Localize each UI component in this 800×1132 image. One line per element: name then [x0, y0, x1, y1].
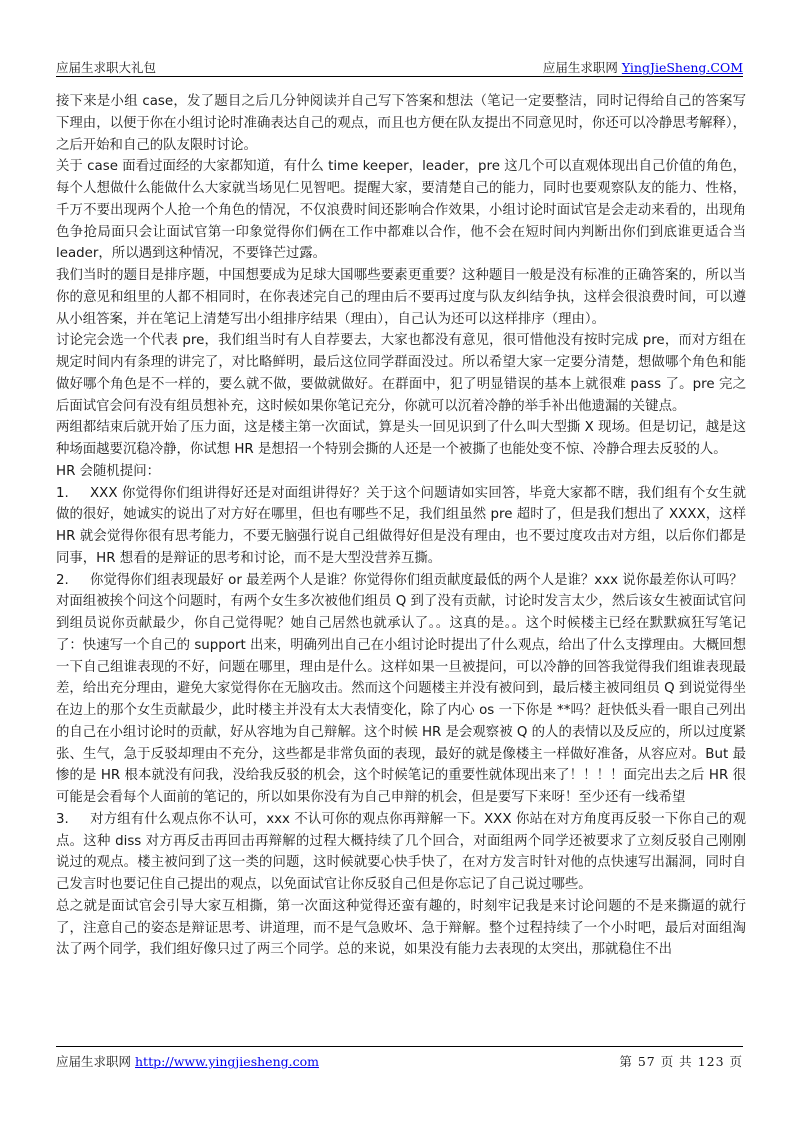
list-item-text: 对方组有什么观点你不认可，xxx 不认可你的观点你再辩解一下。XXX 你站在对方角度再反驳一下你自己的观点。这种 diss 对方再反击再回击再辩解的过程大概持续了几个回合，对面组两个同学还被要求了立刻反驳自己刚刚说过的观点。楼主被问到了这一类的问题，这时候就要心快手快了，在对方发言时针对他的点快速写出漏洞，同时自己发言时也要记住自己提出的观点，以免面试官让你反驳自己但是你忘记了自己说过哪些。 — [56, 811, 746, 892]
page-header — [56, 58, 743, 76]
header-divider — [56, 76, 743, 77]
list-item — [56, 809, 746, 896]
paragraph: 总之就是面试官会引导大家互相撕，第一次面这种觉得还蛮有趣的，时刻牢记我是来讨论问题的不是来撕逼的就行了，注意自己的姿态是辩证思考、讲道理，而不是气急败坏、急于辩解。整个过程持续了一个小时吧，最后对面组淘汰了两个同学，我们组好像只过了两三个同学。总的来说，如果没有能力去表现的太突出，那就稳住不出 — [56, 898, 746, 958]
paragraph: 关于 case 面看过面经的大家都知道，有什么 time keeper，leader，pre 这几个可以直观体现出自己价值的角色，每个人想做什么能做什么大家就当场见仁见智吧。提醒大家，要清楚自己的能力，同时也要观察队友的能力、性格，千万不要出现两个人抢一个角色的情况，不仅浪费时间还影响合作效果，小组讨论时面试官是会走动来看的，出现角色争抢局面只会让面试官第一印象觉得你们俩在工作中都难以合作，他不会在短时间内判断出你们到底谁更适合当 leader，所以遇到这种情况，不要锋芒过露。 — [56, 159, 746, 262]
page-number: 第 57 页 共 123 页 — [619, 1054, 743, 1069]
page-footer — [56, 1052, 743, 1070]
list-item — [56, 483, 746, 570]
document-body — [56, 91, 746, 961]
paragraph: 我们当时的题目是排序题，中国想要成为足球大国哪些要素更重要？这种题目一般是没有标准的正确答案的，所以当你的意见和组里的人都不相同时，在你表述完自己的理由后不要再过度与队友纠结争执，这样会很浪费时间，可以遵从小组答案，并在笔记上清楚写出小组排序结果（理由），自己认为还可以这样排序（理由）。 — [56, 268, 746, 327]
header-site — [543, 58, 743, 76]
header-title: 应届生求职大礼包 — [56, 60, 157, 75]
paragraph: HR 会随机提问： — [56, 463, 160, 479]
list-item — [56, 570, 746, 592]
header-site-link[interactable]: YingJieSheng.COM — [621, 60, 743, 75]
footer-site-link[interactable]: http://www.yingjiesheng.com — [135, 1054, 319, 1069]
list-item-text: 你觉得你们组表现最好 or 最差两个人是谁？你觉得你们组贡献度最低的两个人是谁？xxx 说你最差你认可吗？ — [90, 572, 743, 588]
paragraph: 接下来是小组 case，发了题目之后几分钟阅读并自己写下答案和想法（笔记一定要整洁，同时记得给自己的答案写下理由，以便于你在小组讨论时准确表达自己的观点，而且也方便在队友提出不同意见时，你还可以冷静思考解释），之后开始和自己的队友限时讨论。 — [56, 94, 746, 153]
list-number: 1. — [56, 485, 69, 501]
paragraph: 对面组被挨个问这个问题时，有两个女生多次被他们组员 Q 到了没有贡献，讨论时发言太少，然后该女生被面试官问到组员说你贡献最少，你自己觉得呢？她自己居然也就承认了。。这真的是。。这个时候楼主已经在默默疯狂写笔记了：快速写一个自己的 support 出来，明确列出自己在小组讨论时提出了什么观点，给出了什么支撑理由。大概回想一下自己组谁表现的不好，问题在哪里，理由是什么。这样如果一旦被提问，可以冷静的回答我觉得我们组谁表现最差，给出充分理由，避免大家觉得你在无脑攻击。然而这个问题楼主并没有被问到，最后楼主被同组员 Q 到说觉得坐在边上的那个女生贡献最少，此时楼主并没有太大表情变化，除了内心 os 一下你是 **吗？赶快低头看一眼自己列出的自己在小组讨论时的贡献，好从容地为自己辩解。这个时候 HR 是会观察被 Q 的人的表情以及反应的，所以过度紧张、生气，急于反驳却理由不充分，这些都是非常负面的表现，最好的就是像楼主一样做好准备，从容应对。But 最惨的是 HR 根本就没有问我，没给我反驳的机会，这个时候笔记的重要性就体现出来了！！！！面完出去之后 HR 很可能是会看每个人面前的笔记的，所以如果你没有为自己申辩的机会，但是要写下来呀！至少还有一线希望 — [56, 594, 746, 805]
paragraph: 两组都结束后就开始了压力面，这是楼主第一次面试，算是头一回见识到了什么叫大型撕 X 现场。但是切记，越是这种场面越要沉稳冷静，你试想 HR 是想招一个特别会撕的人还是一个被撕了也能处变不惊、冷静合理去反驳的人。 — [56, 420, 746, 457]
footer-divider — [56, 1046, 743, 1047]
paragraph: 讨论完会选一个代表 pre，我们组当时有人自荐要去，大家也都没有意见，很可惜他没有按时完成 pre，而对方组在规定时间内有条理的讲完了，对比略鲜明，最后这位同学群面没过。所以希望大家一定要分清楚，想做哪个角色和能做好哪个角色是不一样的，要么就不做，要做就做好。在群面中，犯了明显错误的基本上就很难 pass 了。pre 完之后面试官会问有没有组员想补充，这时候如果你笔记充分，你就可以沉着冷静的举手补出他遗漏的关键点。 — [56, 333, 746, 414]
list-item-text: XXX 你觉得你们组讲得好还是对面组讲得好？关于这个问题请如实回答，毕竟大家都不瞎，我们组有个女生就做的很好，她诚实的说出了对方好在哪里，但也有哪些不足，我们组虽然 pre 超时了，但是我们想出了 XXXX，这样 HR 就会觉得你很有思考能力，不要无脑强行说自己组做得好但是没有理由，也不要过度攻击对方组，以后你们都是同事，HR 想看的是辩证的思考和讨论，而不是大型没营养互撕。 — [56, 485, 746, 566]
list-number: 3. — [56, 811, 69, 827]
list-number: 2. — [56, 572, 69, 588]
header-site-label: 应届生求职网 — [542, 60, 618, 75]
footer-site — [56, 1052, 319, 1070]
footer-site-label: 应届生求职网 — [56, 1054, 132, 1069]
